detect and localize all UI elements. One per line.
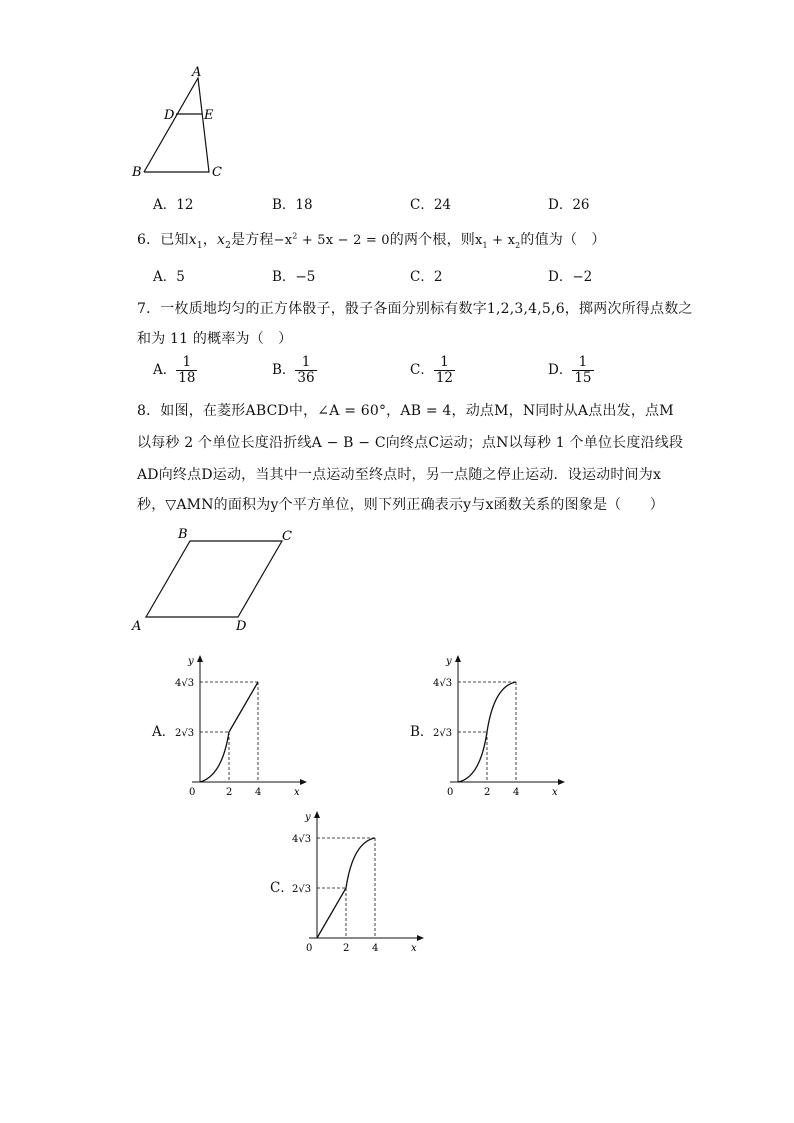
label-a: A — [192, 65, 202, 80]
tick-y-top: 4√3 — [292, 834, 312, 845]
q7-option-d-letter: D． — [548, 362, 573, 378]
q5-option-a[interactable]: A．12 — [153, 197, 194, 213]
q7-stem-line-1: 7．一枚质地均匀的正方体骰子，骰子各面分别标有数字1,2,3,4,5,6，掷两次所得点数之 — [137, 301, 693, 317]
q8-stem-line-4: 秒，▽AMN的面积为y个平方单位，则下列正确表示y与x函数关系的图象是（ ） — [137, 497, 664, 513]
y-axis-arrow — [314, 811, 320, 818]
q7-option-c-letter: C． — [410, 362, 434, 378]
x-axis-label: x — [411, 943, 417, 954]
x-axis-arrow — [300, 779, 307, 785]
q7-option-c-num: 1 — [434, 355, 455, 371]
label-b: B — [178, 527, 188, 542]
q7-option-b-letter: B． — [272, 362, 296, 378]
q7-option-d-fraction — [572, 355, 593, 386]
q5-option-d[interactable]: D．26 — [548, 197, 590, 213]
q8-stem-line-3: AD向终点D运动，当其中一点运动至终点时，另一点随之停止运动．设运动时间为x — [137, 467, 662, 483]
x-axis-label: x — [552, 787, 558, 798]
x-axis-label: x — [294, 787, 300, 798]
q5-option-b[interactable]: B．18 — [272, 197, 313, 213]
q6-var-x2: x — [216, 232, 226, 248]
graph-a-label[interactable]: A． — [152, 724, 176, 740]
q6-equation-a: −x — [273, 233, 293, 248]
graph-c-label[interactable]: C． — [270, 880, 294, 896]
q7-stem-line-2: 和为 11 的概率为（ ） — [137, 331, 293, 347]
q7-option-b-fraction — [295, 355, 316, 386]
q6-stem — [137, 229, 606, 251]
tick-x-2: 2 — [226, 787, 233, 798]
origin-label: 0 — [189, 787, 196, 798]
y-axis-arrow — [455, 655, 461, 662]
tick-x-4: 4 — [255, 787, 262, 798]
tick-y-mid: 2√3 — [175, 728, 195, 739]
tick-x-4: 4 — [513, 787, 520, 798]
q6-option-a[interactable]: A．5 — [153, 269, 185, 285]
tick-x-4: 4 — [372, 943, 379, 954]
label-e: E — [204, 108, 214, 123]
q6-sub-1: 1 — [196, 240, 203, 251]
tick-y-top: 4√3 — [175, 678, 195, 689]
y-axis-label: y — [446, 656, 452, 667]
q6-text-5: 的值为（ ） — [520, 232, 606, 248]
graph-b — [428, 652, 568, 798]
q7-option-b-den: 36 — [297, 370, 315, 386]
origin-label: 0 — [306, 943, 313, 954]
tick-x-2: 2 — [484, 787, 491, 798]
graph-c — [287, 808, 427, 954]
q7-option-a-den: 18 — [178, 370, 196, 386]
triangle-figure — [128, 62, 228, 184]
label-c: C — [212, 165, 222, 180]
y-axis-label: y — [188, 656, 194, 667]
label-d: D — [236, 619, 247, 634]
q7-option-a-letter: A． — [153, 362, 177, 378]
q6-text-3: 是方程 — [231, 232, 274, 248]
q6-text-4: 的两个根，则 — [389, 232, 475, 248]
label-a: A — [132, 619, 142, 634]
q6-option-d[interactable]: D．−2 — [548, 269, 593, 285]
q7-option-c[interactable] — [410, 355, 455, 386]
q7-option-c-den: 12 — [435, 370, 454, 386]
triangle-outline — [144, 78, 209, 172]
rhombus-figure — [128, 524, 308, 636]
q7-option-a-fraction — [176, 355, 197, 386]
x-axis-arrow — [417, 935, 424, 941]
tick-y-top: 4√3 — [433, 678, 453, 689]
q6-option-c[interactable]: C．2 — [410, 269, 443, 285]
tick-x-2: 2 — [343, 943, 350, 954]
origin-label: 0 — [447, 787, 454, 798]
q7-option-c-fraction — [434, 355, 455, 386]
label-c: C — [282, 529, 292, 544]
label-d: D — [164, 108, 175, 123]
tick-y-mid: 2√3 — [433, 728, 453, 739]
y-axis-arrow — [197, 655, 203, 662]
q6-equation-b: + 5x − 2 = 0 — [297, 233, 390, 248]
q6-sub-2: 2 — [225, 240, 232, 251]
q7-option-b[interactable] — [272, 355, 317, 386]
q6-sum-a: x — [474, 233, 483, 248]
q6-sum-b: + x — [487, 233, 516, 248]
q6-option-b[interactable]: B．−5 — [272, 269, 316, 285]
q6-equation-sup: 2 — [292, 231, 298, 241]
q7-option-a-num: 1 — [176, 355, 197, 371]
x-axis-arrow — [558, 779, 565, 785]
q7-option-d-den: 15 — [574, 370, 592, 386]
label-b: B — [132, 165, 142, 180]
q6-text-2: ， — [202, 232, 217, 248]
q8-stem-line-1: 8．如图，在菱形ABCD中，∠A = 60°，AB = 4，动点M，N同时从A点出发，点M — [137, 403, 674, 419]
q7-option-d-num: 1 — [572, 355, 593, 371]
q5-option-c[interactable]: C．24 — [410, 197, 452, 213]
q7-option-d[interactable] — [548, 355, 594, 386]
q6-sum-sub-2: 2 — [515, 240, 521, 250]
q6-text-1: 6．已知 — [137, 232, 189, 248]
q6-sum-sub-1: 1 — [482, 240, 488, 250]
q6-var-x1: x — [188, 232, 197, 248]
q7-option-a[interactable] — [153, 355, 197, 386]
q7-option-b-num: 1 — [295, 355, 316, 371]
tick-y-mid: 2√3 — [292, 884, 312, 895]
y-axis-label: y — [305, 812, 311, 823]
graph-a — [170, 652, 310, 798]
rhombus-outline — [146, 541, 282, 617]
q8-stem-line-2: 以每秒 2 个单位长度沿折线A − B − C向终点C运动；点N以每秒 1 个单位长度沿线段 — [137, 435, 684, 451]
graph-b-label[interactable]: B． — [410, 724, 434, 740]
